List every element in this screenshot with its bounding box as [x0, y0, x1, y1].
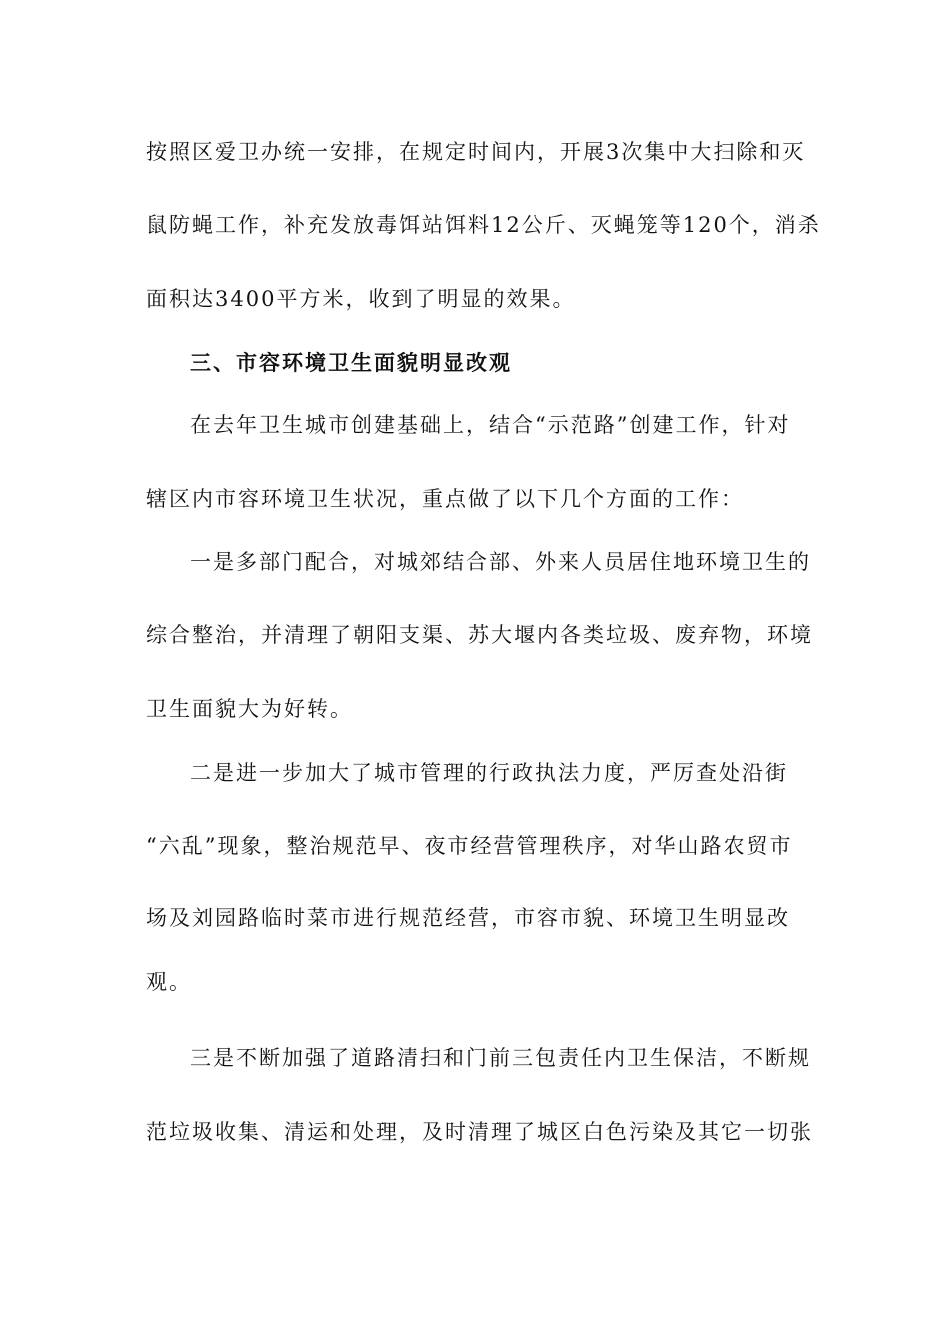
- section-heading: 三、市容环境卫生面貌明显改观: [190, 350, 512, 375]
- body-text-line: 观。: [146, 970, 192, 994]
- body-text-line: 一是多部门配合，对城郊结合部、外来人员居住地环境卫生的: [190, 550, 811, 574]
- body-text-line: 按照区爱卫办统一安排，在规定时间内，开展3次集中大扫除和灭: [146, 140, 806, 164]
- body-text-line: 场及刘园路临时菜市进行规范经营，市容市貌、环境卫生明显改: [146, 906, 790, 930]
- body-text-line: 鼠防蝇工作，补充发放毒饵站饵料12公斤、灭蝇笼等120个，消杀: [146, 213, 821, 237]
- body-text-line: “六乱”现象，整治规范早、夜市经营管理秩序，对华山路农贸市: [146, 834, 793, 858]
- body-text-line: 二是进一步加大了城市管理的行政执法力度，严厉查处沿街: [190, 761, 788, 785]
- body-text-line: 卫生面貌大为好转。: [146, 697, 353, 721]
- body-text-line: 辖区内市容环境卫生状况，重点做了以下几个方面的工作：: [146, 487, 744, 511]
- body-text-line: 三是不断加强了道路清扫和门前三包责任内卫生保洁，不断规: [190, 1046, 811, 1070]
- body-text-line: 在去年卫生城市创建基础上，结合“示范路”创建工作，针对: [190, 413, 791, 437]
- body-text-line: 面积达3400平方米，收到了明显的效果。: [146, 287, 576, 311]
- body-text-line: 范垃圾收集、清运和处理，及时清理了城区白色污染及其它一切张: [146, 1120, 813, 1144]
- body-text-line: 综合整治，并清理了朝阳支渠、苏大堰内各类垃圾、废弃物，环境: [146, 623, 813, 647]
